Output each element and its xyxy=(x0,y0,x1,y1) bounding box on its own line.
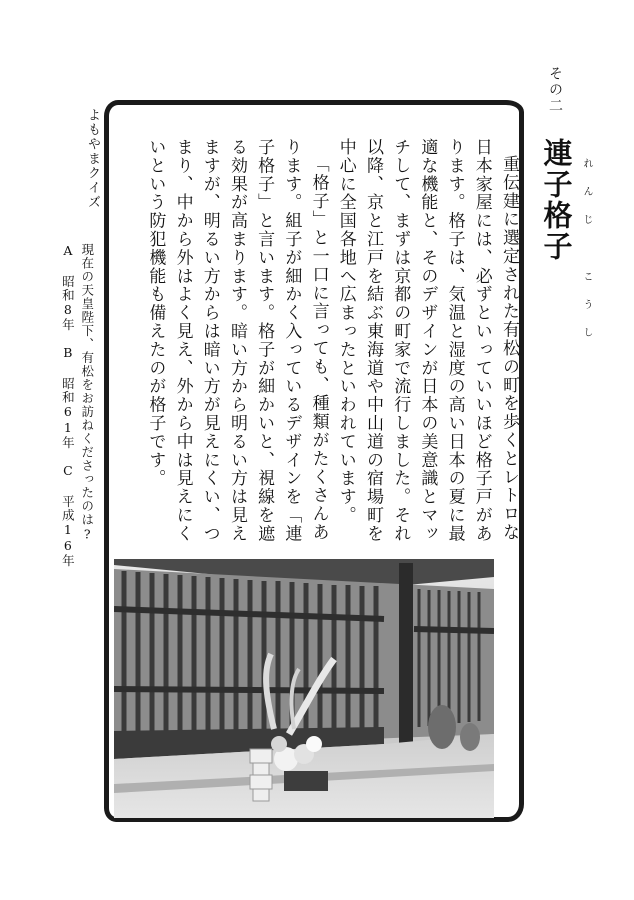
body-paragraph-2-text: 「格子」と一口に言っても、種類がたくさんあります。組子が細かく入っているデザインを「連子格子」と言います。格子が細かいと、視線を遮る効果が高まります。暗い方から明るい方は見えますが、明るい方からは暗い方が見えにくい、つまり、中から外はよく見え、外から中は見えにくいという防犯機能も備えたのが格子です。 xyxy=(145,138,329,543)
lattice-storefront-photo xyxy=(114,559,494,818)
title-ruby: れんじ こうし xyxy=(581,158,592,355)
quiz-options: A 昭和8年 B 昭和61年 C 平成16年 xyxy=(60,243,76,568)
body-paragraph-1-text: 重伝建に選定された有松の町を歩くとレトロな日本家屋には、必ずといっていいほど格子戸があります。格子は、気温と湿度の高い日本の夏に最適な機能と、そのデザインが日本の美意識とマッチして、まずは京都の町家で流行しました。それ以降、京と江戸を結ぶ東海道や中山道の宿場町を中心に全国各地へ広まったといわれています。 xyxy=(335,138,519,543)
body-paragraph-2 xyxy=(141,138,331,546)
body-paragraph-1 xyxy=(332,138,522,546)
article-title: 連子格子 xyxy=(539,138,574,262)
quiz-question xyxy=(58,243,97,568)
quiz-title: よもやまクイズ xyxy=(85,108,100,210)
quiz-question-text: 現在の天皇陛下、有松をお訪ねくださったのは? xyxy=(79,243,95,543)
series-label: その二 xyxy=(547,66,563,114)
article-body xyxy=(118,138,522,546)
